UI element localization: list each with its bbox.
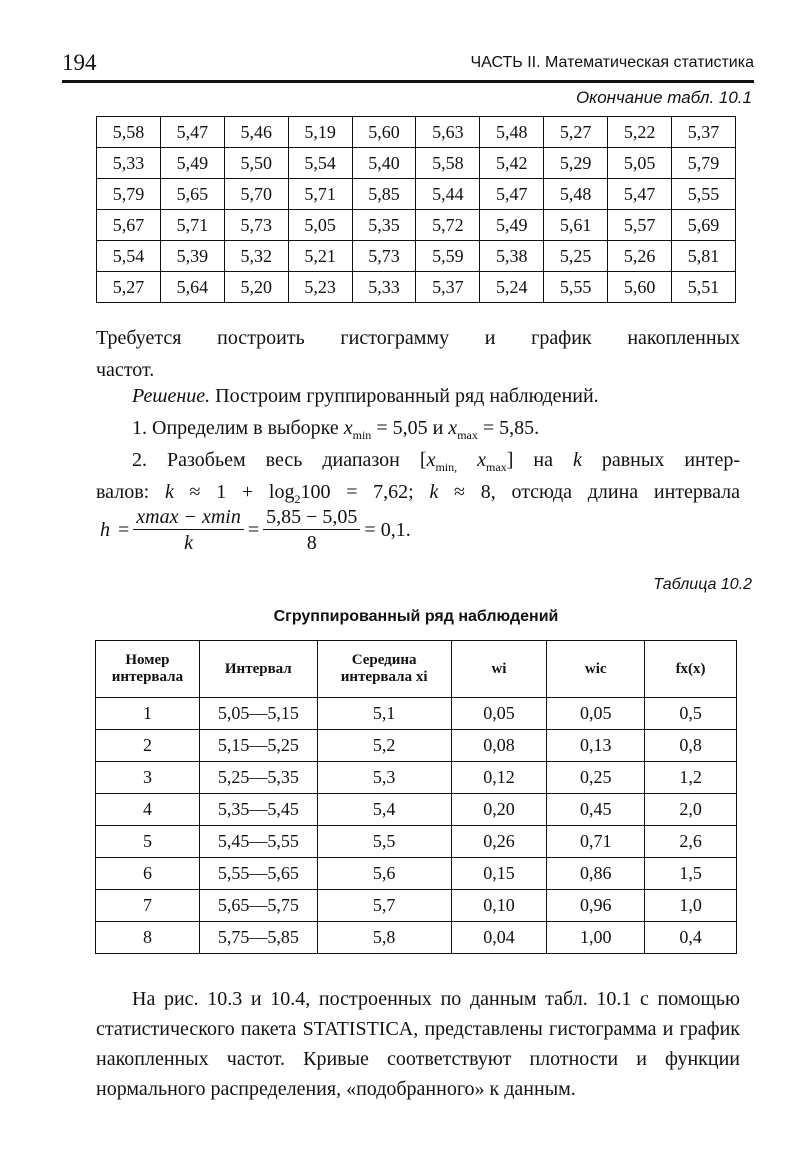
table-cell: 5,24 [480,272,544,303]
table-cell: 5,55—5,65 [199,858,317,890]
table-cell: 5,35—5,45 [199,794,317,826]
table-cell: 5,21 [288,241,352,272]
figures-paragraph: На рис. 10.3 и 10.4, построенных по данным табл. 10.1 с помощью статистического пакета STATISTICA, представлены гистограмма и график накопленных частот. Кривые соответствуют плотности и функции нормального распределения, «подобранного» к данным. [96,988,740,1100]
table-cell: 5,59 [416,241,480,272]
sample-table-body [97,117,736,303]
step-1-text-a: 1. Определим в выборке [132,417,344,439]
step-2-text-b: ] на [506,449,573,471]
table-cell: 0,4 [645,922,737,954]
table-cell: 5,70 [224,179,288,210]
table-cell: 5,72 [416,210,480,241]
sub-2: 2 [294,492,301,506]
col-header-midpoint: Середина интервала xi [317,641,451,698]
table-cell: 0,12 [451,762,547,794]
table-cell: 5,48 [544,179,608,210]
table-cell: 5,49 [160,148,224,179]
table-row [96,890,737,922]
col-header-number: Номер интервала [96,641,200,698]
table-cell: 5,69 [672,210,736,241]
table-cell: 1 [96,698,200,730]
table-cell: 5,65 [160,179,224,210]
table-cell: 5,85 [352,179,416,210]
table-cell: 5,58 [97,117,161,148]
table-cell: 6 [96,858,200,890]
table-row [97,148,736,179]
formula-eq-1: = [118,519,130,541]
table-cell: 8 [96,922,200,954]
table-cell: 5,64 [160,272,224,303]
fraction-denominator: 8 [306,532,317,554]
table-row [97,179,736,210]
table-cell: 5,19 [288,117,352,148]
solution-label: Решение. [132,385,211,407]
step-1-text-b: = 5,05 и [371,417,449,439]
var-x: x [477,449,487,471]
table-cell: 5,58 [416,148,480,179]
table-cell: 0,15 [451,858,547,890]
table-cell: 5,5 [317,826,451,858]
table-cell: 5,51 [672,272,736,303]
table-cell: 7 [96,890,200,922]
table2-title: Сгруппированный ряд наблюдений [273,608,559,625]
fraction-denominator: k [184,532,194,554]
table1-caption: Окончание табл. 10.1 [575,88,752,107]
table-cell: 5,8 [317,922,451,954]
table-cell: 5,65—5,75 [199,890,317,922]
step-2-text-e: ≈ 1 + log [173,481,295,503]
fraction-general [133,505,244,556]
table-cell: 5,44 [416,179,480,210]
table-cell: 5,54 [97,241,161,272]
table-cell: 5,05 [608,148,672,179]
table-cell: 5,60 [608,272,672,303]
table-cell: 5,6 [317,858,451,890]
table-cell: 5,75—5,85 [199,922,317,954]
table-cell: 5,20 [224,272,288,303]
table-cell: 1,2 [645,762,737,794]
page-header [62,50,754,80]
table-cell: 5,40 [352,148,416,179]
table-cell: 5,27 [97,272,161,303]
sub-min: min, [435,460,458,474]
table-cell: 0,26 [451,826,547,858]
table-cell: 5,05—5,15 [199,698,317,730]
col-header-frequency: wi [451,641,547,698]
table-cell: 5,05 [288,210,352,241]
table-cell: 0,20 [451,794,547,826]
table-cell: 0,45 [547,794,645,826]
sub-max: max [486,460,507,474]
table-cell: 5,37 [416,272,480,303]
table-cell: 5,4 [317,794,451,826]
table-cell: 5,29 [544,148,608,179]
table-header-row [96,641,737,698]
table-cell: 5,47 [608,179,672,210]
fraction-numeric [263,505,360,556]
step-2-text-d: валов: [96,481,165,503]
table-row [96,826,737,858]
table-cell: 0,08 [451,730,547,762]
table-cell: 0,25 [547,762,645,794]
table-cell: 0,05 [547,698,645,730]
formula-eq-2: = [247,519,260,541]
var-k: k [429,481,439,503]
table-cell: 5,63 [416,117,480,148]
step-2-text-f: 100 = 7,62; [300,481,430,503]
page-number: 194 [62,50,97,75]
table-cell: 1,00 [547,922,645,954]
table-cell: 1,5 [645,858,737,890]
table-cell: 5,55 [544,272,608,303]
table-cell: 5,45—5,55 [199,826,317,858]
table-cell: 3 [96,762,200,794]
grouped-series-body [96,698,737,954]
table-cell: 5,49 [480,210,544,241]
table-cell: 5,47 [480,179,544,210]
table-cell: 5,71 [160,210,224,241]
table-cell: 5,67 [97,210,161,241]
table-row [96,922,737,954]
table-row [96,730,737,762]
table-cell: 2 [96,730,200,762]
grouped-series-table [95,640,737,954]
table-cell: 1,0 [645,890,737,922]
table-cell: 5,38 [480,241,544,272]
task-line-1: Требуется построить гистограмму и график накопленных [96,327,740,349]
formula-result: = 0,1. [364,519,411,541]
table-cell: 5,79 [97,179,161,210]
table-cell: 5,48 [480,117,544,148]
table-cell: 5,25—5,35 [199,762,317,794]
table-cell: 0,05 [451,698,547,730]
table-cell: 5,33 [97,148,161,179]
table-row [96,698,737,730]
table-cell: 5,61 [544,210,608,241]
solution-paragraph [96,380,740,412]
solution-text: Построим группированный ряд наблюдений. [210,385,599,407]
var-x: x [343,417,353,439]
table-cell: 5,47 [160,117,224,148]
table-cell: 5,35 [352,210,416,241]
table-cell: 2,0 [645,794,737,826]
table-cell: 5,60 [352,117,416,148]
step-2-text-a: 2. Разобьем весь диапазон [ [132,449,427,471]
var-k: k [572,449,582,471]
task-line-2: частот. [96,359,155,381]
fraction-numerator: xmax − xmin [133,505,244,530]
sub-max: max [457,428,478,442]
table-cell: 5,23 [288,272,352,303]
task-paragraph [96,322,740,386]
table-cell: 5,37 [672,117,736,148]
table-cell: 5,2 [317,730,451,762]
table2-caption: Таблица 10.2 [653,576,752,593]
table-cell: 5,32 [224,241,288,272]
col-header-cumulative: wiс [547,641,645,698]
table-cell: 5,7 [317,890,451,922]
table-cell: 4 [96,794,200,826]
var-x: x [448,417,458,439]
table-cell: 5,55 [672,179,736,210]
step-2-text-g: ≈ 8, отсюда длина интервала [438,481,741,503]
table-cell: 5,27 [544,117,608,148]
table-cell: 5,42 [480,148,544,179]
table-cell: 0,71 [547,826,645,858]
table-cell: 2,6 [645,826,737,858]
table-cell: 5,50 [224,148,288,179]
table-row [96,794,737,826]
var-x: x [426,449,436,471]
header-rule [62,80,754,83]
table-cell: 0,13 [547,730,645,762]
sub-min: min [352,428,372,442]
table-row [97,241,736,272]
var-k: k [164,481,174,503]
step-1-text-c: = 5,85. [477,417,540,439]
table-cell: 5,25 [544,241,608,272]
table-cell: 5 [96,826,200,858]
table-cell: 5,22 [608,117,672,148]
running-title: ЧАСТЬ II. Математическая статистика [470,54,754,71]
table-row [97,117,736,148]
table-cell: 5,26 [608,241,672,272]
table-cell: 5,33 [352,272,416,303]
table-cell: 0,5 [645,698,737,730]
table-cell: 5,57 [608,210,672,241]
table-cell: 5,71 [288,179,352,210]
table-cell: 5,1 [317,698,451,730]
interval-length-formula [96,505,516,565]
table-cell: 5,15—5,25 [199,730,317,762]
col-header-density: fx(x) [645,641,737,698]
sample-table [96,116,736,303]
table-row [96,762,737,794]
table-cell: 5,73 [224,210,288,241]
table-row [97,210,736,241]
table-cell: 0,86 [547,858,645,890]
table-row [96,858,737,890]
table-cell: 0,04 [451,922,547,954]
table-cell: 0,96 [547,890,645,922]
table-cell: 5,79 [672,148,736,179]
space [457,449,477,471]
table-cell: 5,3 [317,762,451,794]
table-cell: 0,8 [645,730,737,762]
table-cell: 5,81 [672,241,736,272]
formula-lhs: h [100,519,110,541]
table-cell: 5,46 [224,117,288,148]
table-row [97,272,736,303]
fraction-numerator: 5,85 − 5,05 [263,505,360,530]
table-cell: 5,39 [160,241,224,272]
step-2-text-c: равных интер- [581,449,741,471]
col-header-interval: Интервал [199,641,317,698]
table-cell: 5,54 [288,148,352,179]
table-cell: 5,73 [352,241,416,272]
table-cell: 0,10 [451,890,547,922]
